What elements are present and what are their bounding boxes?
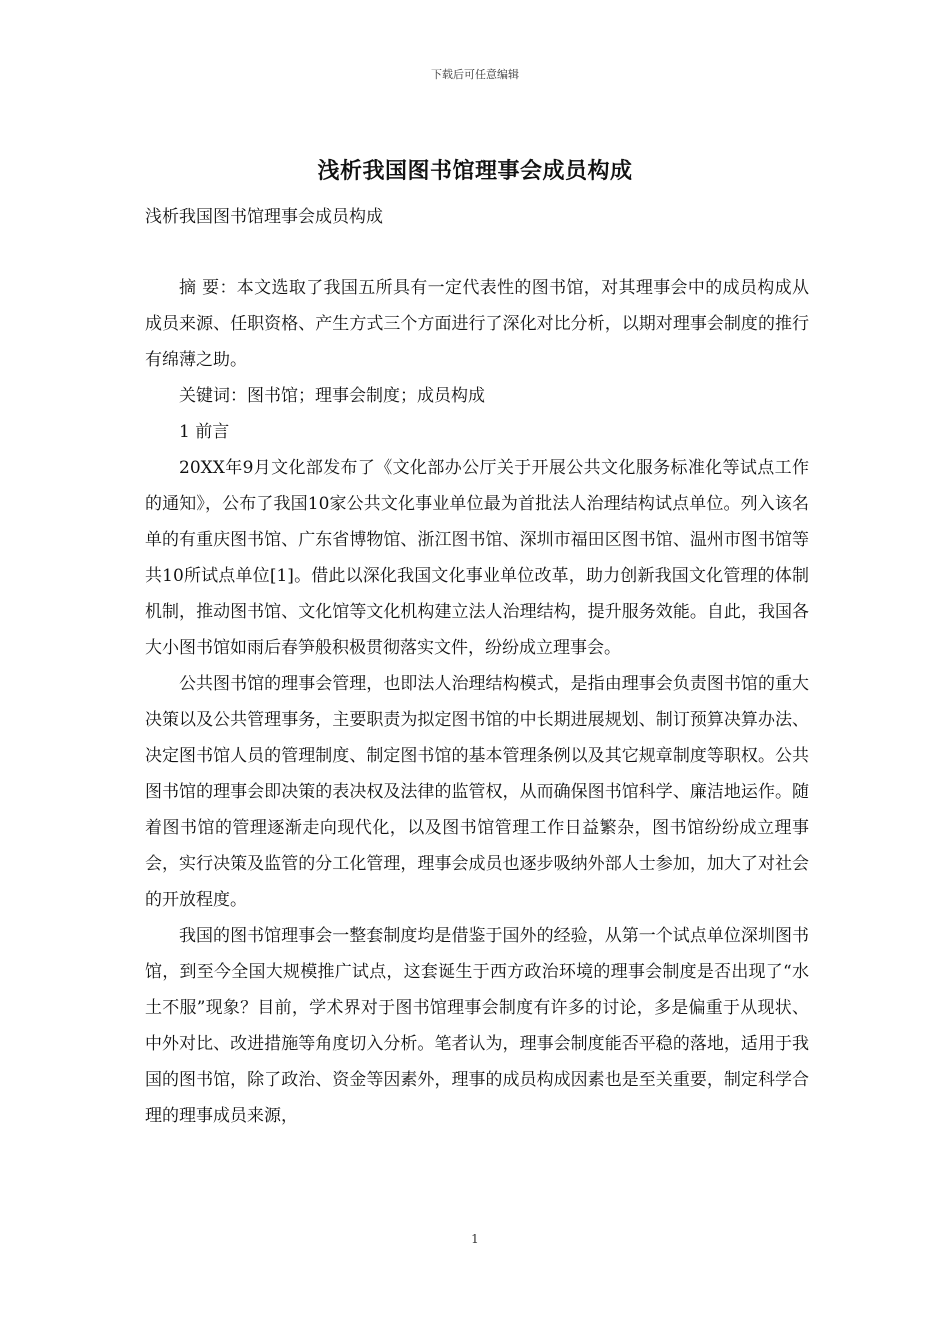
- section-heading: 1 前言: [179, 422, 230, 442]
- abstract-paragraph: 摘 要：本文选取了我国五所具有一定代表性的图书馆，对其理事会中的成员构成从成员来源、任职资格、产生方式三个方面进行了深化对比分析，以期对理事会制度的推行有绵薄之助。: [145, 278, 809, 370]
- body-paragraph: 我国的图书馆理事会一整套制度均是借鉴于国外的经验，从第一个试点单位深圳图书馆，到至今全国大规模推广试点，这套诞生于西方政治环境的理事会制度是否出现了“水土不服”现象？目前，学术界对于图书馆理事会制度有许多的讨论，多是偏重于从现状、中外对比、改进措施等角度切入分析。笔者认为，理事会制度能否平稳的落地，适用于我国的图书馆，除了政治、资金等因素外，理事的成员构成因素也是至关重要，制定科学合理的理事成员来源，: [145, 926, 809, 1126]
- document-subtitle: 浅析我国图书馆理事会成员构成: [145, 207, 383, 227]
- body-paragraph: 20XX年9月文化部发布了《文化部办公厅关于开展公共文化服务标准化等试点工作的通知》，公布了我国10家公共文化事业单位最为首批法人治理结构试点单位。列入该名单的有重庆图书馆、广东省博物馆、浙江图书馆、深圳市福田区图书馆、温州市图书馆等共10所试点单位[1]。借此以深化我国文化事业单位改革，助力创新我国文化管理的体制机制，推动图书馆、文化馆等文化机构建立法人治理结构，提升服务效能。自此，我国各大小图书馆如雨后春笋般积极贯彻落实文件，纷纷成立理事会。: [145, 458, 809, 658]
- keywords-paragraph: 关键词：图书馆；理事会制度；成员构成: [179, 386, 485, 406]
- page-number: 1: [471, 1232, 479, 1246]
- page-header: 下载后可任意编辑: [431, 68, 519, 81]
- document-title: 浅析我国图书馆理事会成员构成: [317, 158, 633, 184]
- body-paragraph: 公共图书馆的理事会管理，也即法人治理结构模式，是指由理事会负责图书馆的重大决策以及公共管理事务，主要职责为拟定图书馆的中长期进展规划、制订预算决算办法、决定图书馆人员的管理制度、制定图书馆的基本管理条例以及其它规章制度等职权。公共图书馆的理事会即决策的表决权及法律的监管权，从而确保图书馆科学、廉洁地运作。随着图书馆的管理逐渐走向现代化，以及图书馆管理工作日益繁杂，图书馆纷纷成立理事会，实行决策及监管的分工化管理，理事会成员也逐步吸纳外部人士参加，加大了对社会的开放程度。: [145, 674, 809, 910]
- document-body: [145, 270, 809, 1134]
